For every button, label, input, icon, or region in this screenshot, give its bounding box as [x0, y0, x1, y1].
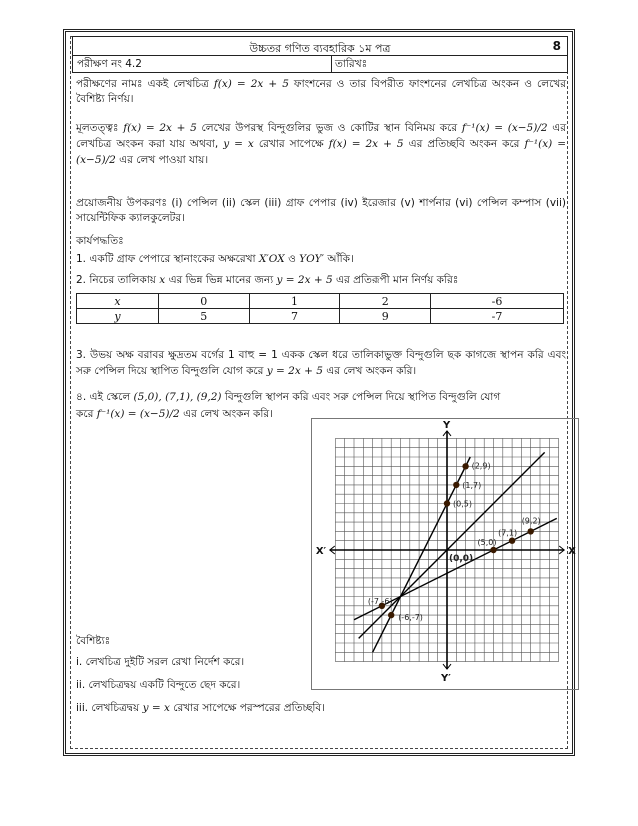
table-row: [77, 309, 564, 324]
method-step-3: 3. উভয় অক্ষ বরাবর ক্ষুদ্রতম বর্গের 1 বাহু = 1 একক স্কেল ধরে তালিকাভুক্ত বিন্দুগুলি ছক কাগজে স্থাপন করি এবং সরু পেন্সিল দিয়ে স্থাপিত বিন্দুগুলি যোগ করে y = 2x + 5 এর লেখ অংকন করি।: [76, 349, 566, 377]
theory-paragraph: মূলতত্ত্বঃ f(x) = 2x + 5 লেখের উপরস্থ বিন্দুগুলির ভুজ ও কোটির স্থান বিনিময় করে f⁻¹(x) = (x−5)/2 এর লেখচিত্র অংকন করা যায় অথবা, y = x রেখার সাপেক্ষে f(x) = 2x + 5 এর প্রতিচ্ছবি অংকন করে f⁻¹(x) = (x−5)/2 এর লেখ পাওয়া যায়।: [76, 122, 567, 166]
graph-point: [444, 500, 450, 506]
table-cell: -7: [431, 309, 564, 324]
experiment-number: পরীক্ষণ নং 4.2: [77, 58, 142, 70]
point-label: (9,2): [521, 516, 541, 526]
graph-point: [509, 538, 515, 544]
feature-2: ii. লেখচিত্রদ্বয় একটি বিন্দুতে ছেদ করে।: [76, 679, 241, 691]
origin-label: (0,0): [449, 554, 474, 564]
method-label: কার্যপদ্ধতিঃ: [76, 235, 124, 247]
meta-row: [72, 56, 568, 73]
axis-x-left-label: X′: [315, 546, 327, 557]
point-label: (0,5): [453, 499, 472, 509]
values-table: [76, 293, 564, 324]
point-label: (2,9): [471, 461, 491, 471]
line-y-equals-x: [359, 452, 545, 638]
point-label: (1,7): [462, 480, 482, 490]
table-cell: 5: [158, 309, 249, 324]
table-cell: x: [77, 294, 159, 309]
graph-point: [490, 547, 496, 553]
equipment-paragraph: প্রয়োজনীয় উপকরণঃ (i) পেন্সিল (ii) স্কেল (iii) গ্রাফ পেপার (iv) ইরেজার (v) শার্পনার (vi) পেন্সিল কম্পাস (vii) সায়েন্টিফিক ক্যালকুলেটর।: [76, 197, 566, 224]
header-bar: [72, 36, 568, 56]
point-label: (-7,-6): [367, 596, 393, 606]
method-step-4: ৪. এই স্কেলে (5,0), (7,1), (9,2) বিন্দুগুলি স্থাপন করি এবং সরু পেন্সিল দিয়ে স্থাপিত বিন্দুগুলি যোগ করে f⁻¹(x) = (x−5)/2 এর লেখ অংকন করি।: [76, 391, 501, 420]
table-cell: 2: [340, 294, 431, 309]
page-title: উচ্চতর গণিত ব্যবহারিক ১ম পত্র: [249, 42, 391, 55]
axis-y-bottom-label: Y′: [441, 673, 451, 685]
experiment-name: পরীক্ষণের নামঃ একই লেখচিত্র f(x) = 2x + 5 ফাংশনের ও তার বিপরীত ফাংশনের লেখচিত্র অংকন ও লেখের বৈশিষ্ট্য নির্ণয়।: [76, 78, 567, 105]
features-label: বৈশিষ্ট্যঃ: [76, 635, 111, 647]
table-row: [77, 294, 564, 309]
date-label: তারিখঃ: [335, 58, 368, 70]
table-cell: 9: [340, 309, 431, 324]
point-label: (-6,-7): [398, 613, 423, 623]
graph-point: [453, 482, 459, 488]
axis-x-right-label: X: [568, 546, 576, 557]
point-label: (5,0): [477, 538, 497, 547]
graph-point: [388, 612, 394, 618]
table-cell: y: [77, 309, 159, 324]
table-cell: -6: [431, 294, 564, 309]
table-cell: 0: [158, 294, 249, 309]
page-number: 8: [552, 39, 561, 53]
axis-y-top-label: Y: [443, 419, 451, 431]
feature-3: iii. লেখচিত্রদ্বয় y = x রেখার সাপেক্ষে পরস্পরের প্রতিচ্ছবি।: [76, 702, 326, 714]
method-step-2: 2. নিচের তালিকায় x এর ভিন্ন ভিন্ন মানের জন্য y = 2x + 5 এর প্রতিরূপী মান নির্ণয় করিঃ: [76, 274, 459, 286]
graph-point: [528, 528, 534, 534]
feature-1: i. লেখচিত্র দুইটি সরল রেখা নির্দেশ করে।: [76, 656, 245, 668]
method-step-1: 1. একটি গ্রাফ পেপারে স্থানাংকের অক্ষরেখা X′OX ও YOY′ আঁকি।: [76, 253, 354, 265]
table-cell: 1: [249, 294, 340, 309]
graph-point: [462, 463, 468, 469]
point-label: (7,1): [498, 528, 518, 538]
graph-points: [368, 461, 541, 622]
table-cell: 7: [249, 309, 340, 324]
